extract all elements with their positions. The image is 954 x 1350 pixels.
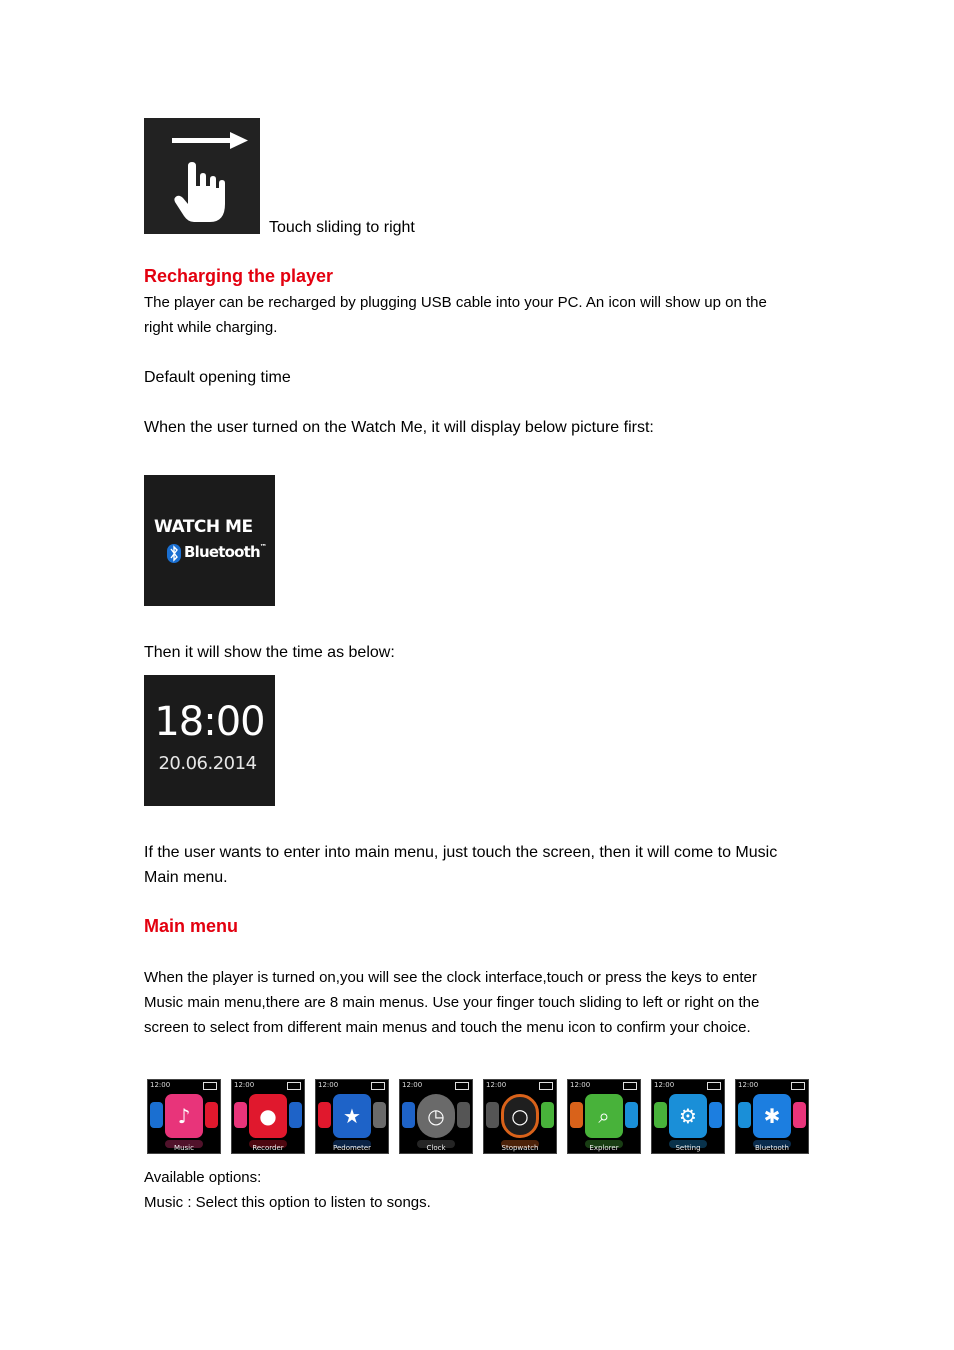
swipe-right-illustration: [144, 118, 260, 234]
main-menu-line2: Music main menu,there are 8 main menus. Use your finger touch sliding to left or right on the: [144, 994, 760, 1011]
battery-icon: [539, 1082, 553, 1090]
swipe-hand-icon: [144, 118, 260, 234]
menu-screen-setting: [651, 1079, 725, 1154]
battery-icon: [455, 1082, 469, 1090]
menu-label: Bluetooth: [755, 1144, 789, 1152]
status-time: 12:00: [234, 1081, 255, 1089]
status-time: 12:00: [486, 1081, 507, 1089]
menu-screen-pedometer: [315, 1079, 389, 1154]
status-time: 12:00: [738, 1081, 759, 1089]
clock-glyph: ◷: [427, 1104, 445, 1128]
main-menu-heading: Main menu: [144, 916, 239, 936]
splash-sub: [184, 543, 266, 561]
prev-icon: [654, 1102, 667, 1128]
menu-label: Clock: [426, 1144, 446, 1152]
menu-screens-row: [0, 1079, 954, 1155]
main-menu-line1: When the player is turned on,you will see the clock interface,touch or press the keys to enter: [144, 969, 757, 986]
menu-screen-bluetooth: [735, 1079, 809, 1154]
explorer-glyph: ⌕: [598, 1104, 610, 1128]
status-time: 12:00: [402, 1081, 423, 1089]
bluetooth-icon: [167, 544, 181, 563]
time-intro-text: Then it will show the time as below:: [144, 644, 395, 661]
enter-menu-line1: If the user wants to enter into main menu, just touch the screen, then it will come to Music: [144, 844, 778, 861]
status-time: 12:00: [150, 1081, 171, 1089]
menu-screen-recorder: [231, 1079, 305, 1154]
status-time: 12:00: [318, 1081, 339, 1089]
battery-icon: [203, 1082, 217, 1090]
options-title: Available options:: [144, 1169, 262, 1186]
clock-display-image: [144, 675, 275, 806]
status-time: 12:00: [654, 1081, 675, 1089]
recharge-text-line1: The player can be recharged by plugging USB cable into your PC. An icon will show up on the: [144, 294, 767, 311]
prev-icon: [234, 1102, 247, 1128]
bluetooth-glyph: ✱: [763, 1104, 781, 1128]
battery-icon: [791, 1082, 805, 1090]
stopwatch-glyph: ○: [511, 1104, 529, 1128]
prev-icon: [402, 1102, 415, 1128]
prev-icon: [318, 1102, 331, 1128]
default-opening-text: Default opening time: [144, 369, 291, 386]
main-menu-line3: screen to select from different main menus and touch the menu icon to confirm your choice.: [144, 1019, 751, 1036]
setting-glyph: ⚙: [679, 1104, 697, 1128]
status-time: 12:00: [570, 1081, 591, 1089]
next-icon: [709, 1102, 722, 1128]
pedometer-glyph: ★: [343, 1104, 361, 1128]
trademark-mark: ™: [259, 543, 267, 551]
splash-screen-image: [144, 475, 275, 606]
menu-screen-clock: [399, 1079, 473, 1154]
battery-icon: [707, 1082, 721, 1090]
next-icon: [541, 1102, 554, 1128]
menu-screen-music: [147, 1079, 221, 1154]
menu-label: Setting: [675, 1144, 701, 1152]
music-glyph: ♪: [177, 1104, 191, 1128]
battery-icon: [287, 1082, 301, 1090]
next-icon: [625, 1102, 638, 1128]
recharge-text-line2: right while charging.: [144, 319, 278, 336]
menu-screen-stopwatch: [483, 1079, 557, 1154]
menu-label: Explorer: [589, 1144, 619, 1152]
next-icon: [205, 1102, 218, 1128]
next-icon: [289, 1102, 302, 1128]
battery-icon: [623, 1082, 637, 1090]
clock-date: 20.06.2014: [158, 753, 257, 774]
next-icon: [793, 1102, 806, 1128]
enter-menu-line2: Main menu.: [144, 869, 228, 886]
recorder-glyph: ●: [259, 1104, 277, 1128]
splash-sub-text: Bluetooth: [184, 543, 260, 561]
next-icon: [457, 1102, 470, 1128]
startup-text: When the user turned on the Watch Me, it will display below picture first:: [144, 419, 654, 436]
prev-icon: [486, 1102, 499, 1128]
prev-icon: [570, 1102, 583, 1128]
prev-icon: [150, 1102, 163, 1128]
options-music: Music : Select this option to listen to songs.: [144, 1194, 431, 1211]
recharge-heading: Recharging the player: [144, 266, 334, 286]
prev-icon: [738, 1102, 751, 1128]
menu-label: Recorder: [252, 1144, 284, 1152]
splash-brand: WATCH ME: [154, 517, 253, 537]
menu-label: Stopwatch: [501, 1144, 539, 1152]
battery-icon: [371, 1082, 385, 1090]
clock-time: 18:00: [154, 699, 265, 745]
next-icon: [373, 1102, 386, 1128]
menu-label: Pedometer: [332, 1144, 372, 1152]
menu-screen-explorer: [567, 1079, 641, 1154]
swipe-caption: Touch sliding to right: [269, 219, 415, 236]
menu-label: Music: [174, 1144, 194, 1152]
